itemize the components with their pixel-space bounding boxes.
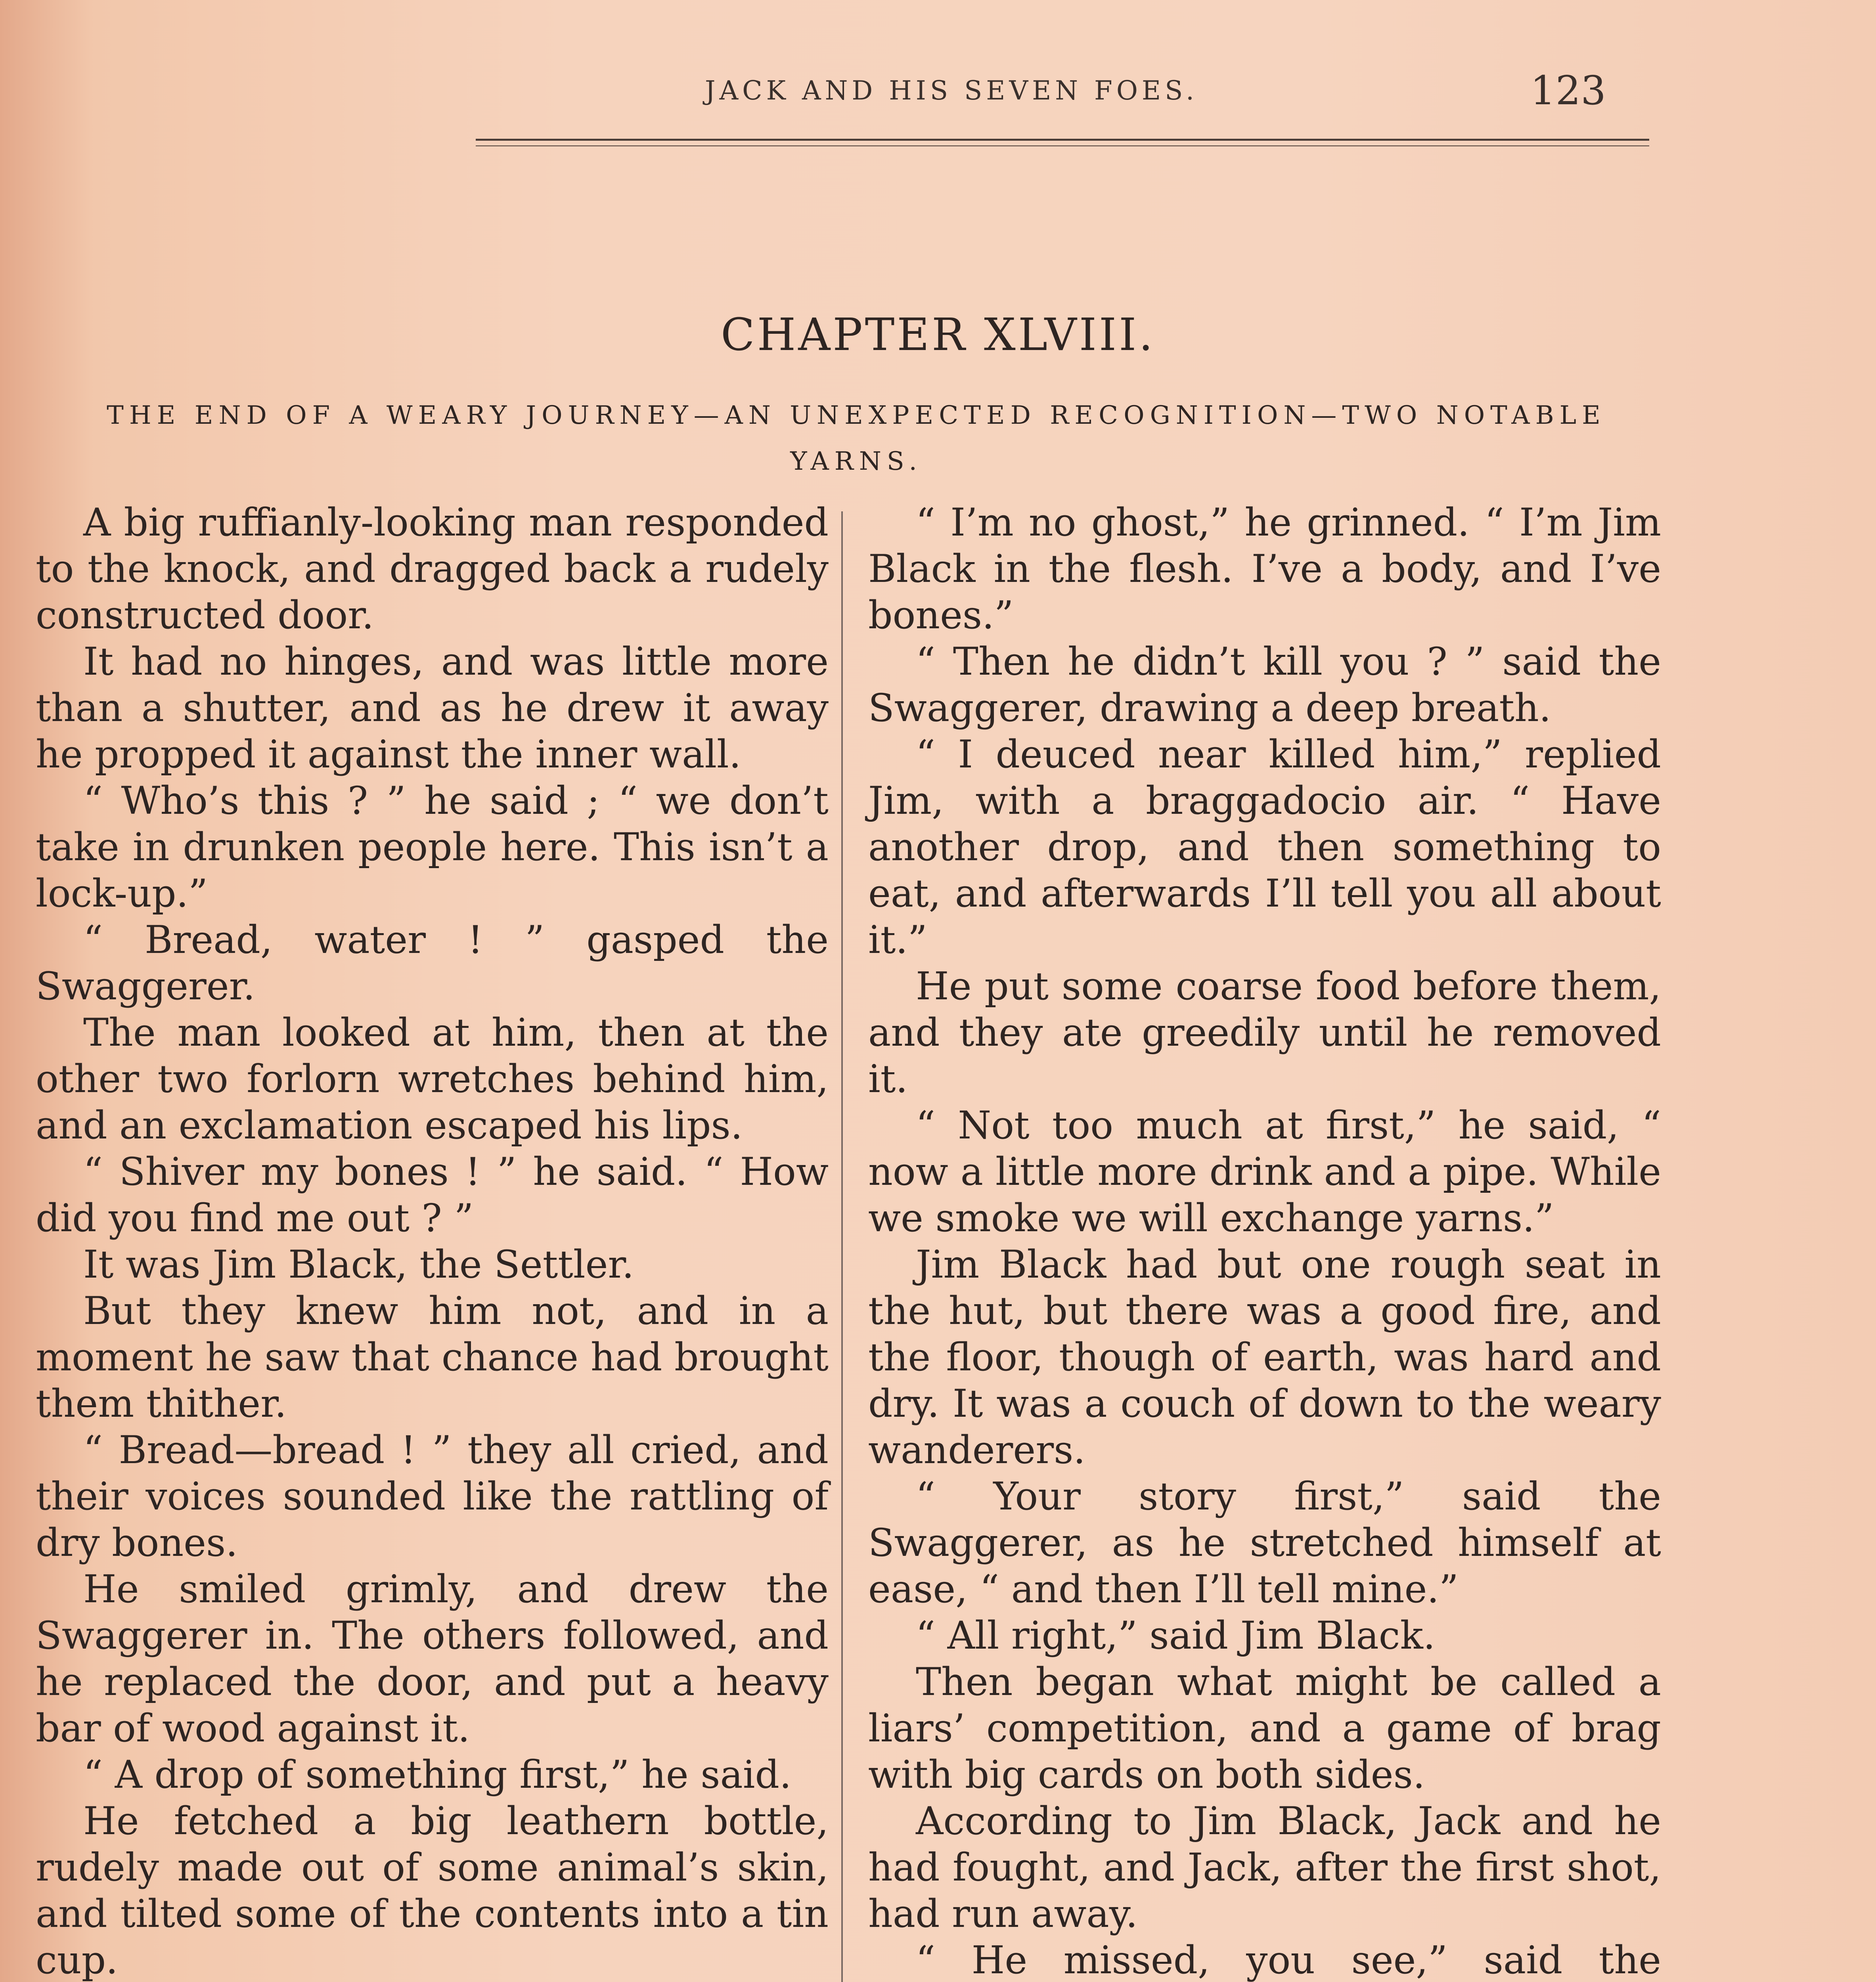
paragraph: He put some coarse food before them, and they ate greedily until he removed it. xyxy=(868,964,1661,1101)
paragraph: He smiled grimly, and drew the Swaggerer in. The others followed, and he replaced the door, and put a heavy bar of wood against it. xyxy=(36,1567,829,1751)
paragraph: Then began what might be called a liars’ competition, and a game of brag with big cards on both sides. xyxy=(868,1660,1661,1797)
paragraph: “ Bread, water ! ” gasped the Swaggerer. xyxy=(36,918,829,1008)
paragraph: Jim Black had but one rough seat in the hut, but there was a good fire, and the floor, though of earth, was hard and dry. It was a couch of down to the weary wanderers. xyxy=(868,1242,1661,1472)
paragraph: “ Shiver my bones ! ” he said. “ How did you find me out ? ” xyxy=(36,1150,829,1240)
paragraph: “ A drop of something first,” he said. xyxy=(83,1752,792,1797)
paragraph: “ All right,” said Jim Black. xyxy=(916,1613,1436,1658)
paragraph: “ Who’s this ? ” he said ; “ we don’t take in drunken people here. This isn’t a lock-up.” xyxy=(36,779,829,916)
right-column xyxy=(868,499,1661,1982)
page-number: 123 xyxy=(1530,67,1606,114)
header-rule xyxy=(476,139,1649,146)
chapter-title: CHAPTER XLVIII. xyxy=(720,309,1156,361)
running-title: JACK AND HIS SEVEN FOES. xyxy=(705,75,1198,106)
paragraph: “ I deuced near killed him,” replied Jim, with a braggadocio air. “ Have another drop, and then something to eat, and afterwards I’ll tell you all about it.” xyxy=(868,732,1661,962)
chapter-subtitle: THE END OF A WEARY JOURNEY—AN UNEXPECTED RECOGNITION—TWO NOTABLE YARNS. xyxy=(107,401,1606,476)
paragraph: It was Jim Black, the Settler. xyxy=(83,1242,634,1287)
paragraph: “ Then he didn’t kill you ? ” said the Swaggerer, drawing a deep breath. xyxy=(868,639,1661,730)
paragraph: “ Not too much at first,” he said, “ now a little more drink and a pipe. While we smoke we will exchange yarns.” xyxy=(868,1103,1661,1240)
paragraph: “ I’m no ghost,” he grinned. “ I’m Jim Black in the flesh. I’ve a body, and I’ve bones.” xyxy=(868,500,1661,637)
left-column xyxy=(36,499,829,1982)
paragraph: The man looked at him, then at the other two forlorn wretches behind him, and an exclamation escaped his lips. xyxy=(36,1010,829,1148)
paragraph: It had no hinges, and was little more than a shutter, and as he drew it away he propped it against the inner wall. xyxy=(36,639,829,777)
paragraph: A big ruffianly-looking man responded to the knock, and dragged back a rudely constructed door. xyxy=(36,500,829,637)
paragraph: “ He missed, you see,” said the xyxy=(916,1938,1661,1982)
paragraph: According to Jim Black, Jack and he had fought, and Jack, after the first shot, had run away. xyxy=(868,1799,1661,1936)
column-divider xyxy=(841,511,843,1982)
paragraph: “ Your story first,” said the Swaggerer, as he stretched himself at ease, “ and then I’ll tell mine.” xyxy=(868,1474,1661,1611)
running-head xyxy=(0,67,1876,123)
paragraph: “ Bread—bread ! ” they all cried, and their voices sounded like the rattling of dry bones. xyxy=(36,1428,829,1565)
paragraph: He fetched a big leathern bottle, rudely made out of some animal’s skin, and tilted some of the contents into a tin cup. xyxy=(36,1799,829,1982)
paragraph: But they knew him not, and in a moment he saw that chance had brought them thither. xyxy=(36,1289,829,1426)
